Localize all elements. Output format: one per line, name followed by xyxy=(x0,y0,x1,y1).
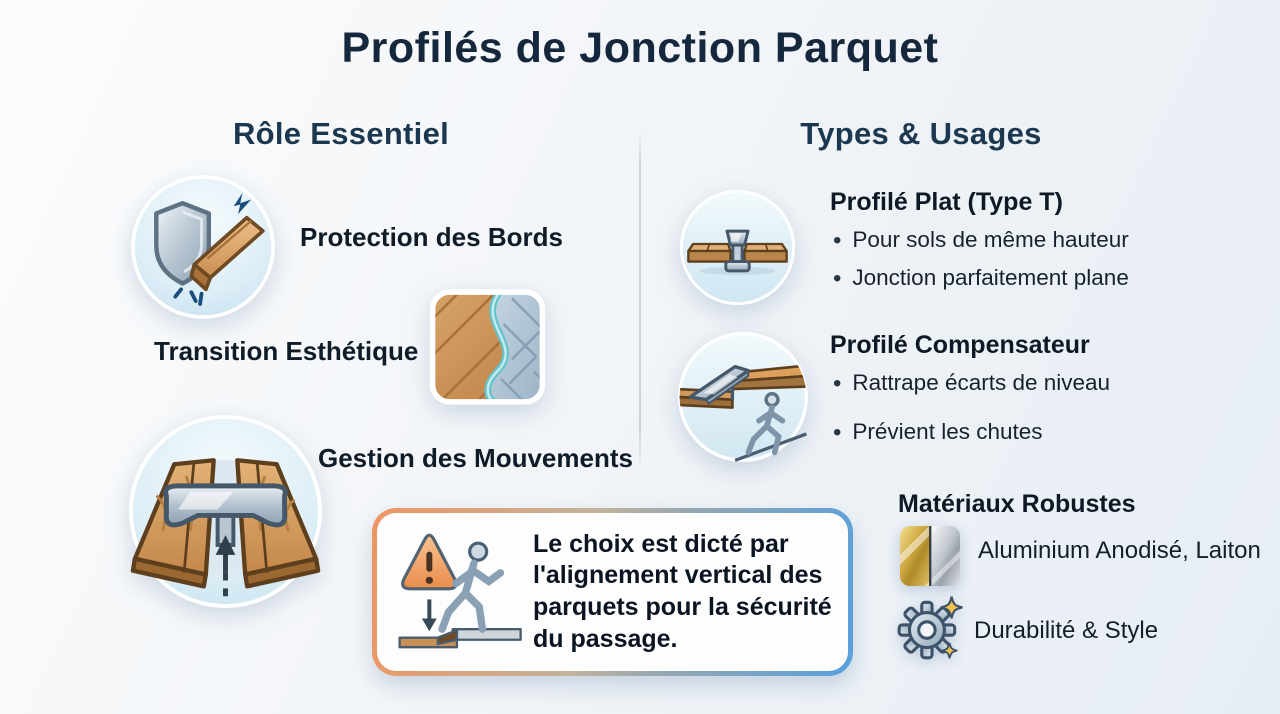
page-title: Profilés de Jonction Parquet xyxy=(341,24,939,72)
gear-sparkles-icon xyxy=(894,592,966,664)
material-label: Durabilité & Style xyxy=(974,617,1159,644)
profile-bullet: • Jonction parfaitement plane xyxy=(833,265,1129,291)
left-section-header: Rôle Essentiel xyxy=(232,116,450,151)
ramp-profile-walker-icon xyxy=(677,331,809,463)
shield-wood-icon xyxy=(130,174,276,320)
role-item-label: Transition Esthétique xyxy=(154,336,419,366)
materials-header: Matériaux Robustes xyxy=(898,490,1136,518)
profile-name: Profilé Plat (Type T) xyxy=(830,188,1063,216)
safety-callout xyxy=(372,508,853,676)
flat-t-profile-icon xyxy=(679,189,796,306)
profile-bullet: • Rattrape écarts de niveau xyxy=(833,370,1110,396)
gold-silver-metal-icon xyxy=(898,524,962,588)
profile-bullet: • Prévient les chutes xyxy=(833,419,1043,445)
t-profile-junction-icon xyxy=(127,413,324,610)
warning-misaligned-floor-walker-icon xyxy=(389,522,527,662)
safety-callout-body xyxy=(377,513,848,671)
profile-name: Profilé Compensateur xyxy=(830,331,1090,359)
material-label: Aluminium Anodisé, Laiton xyxy=(978,537,1261,564)
section-divider xyxy=(639,128,641,470)
right-section-header: Types & Usages xyxy=(800,116,1042,151)
wood-tile-transition-icon xyxy=(424,286,551,408)
profile-bullet: • Pour sols de même hauteur xyxy=(833,227,1129,253)
safety-callout-text: Le choix est dicté par l'alignement vertical des parquets pour la sécurité du passage. xyxy=(533,529,832,653)
role-item-label: Gestion des Mouvements xyxy=(318,443,633,473)
role-item-label: Protection des Bords xyxy=(300,222,563,252)
